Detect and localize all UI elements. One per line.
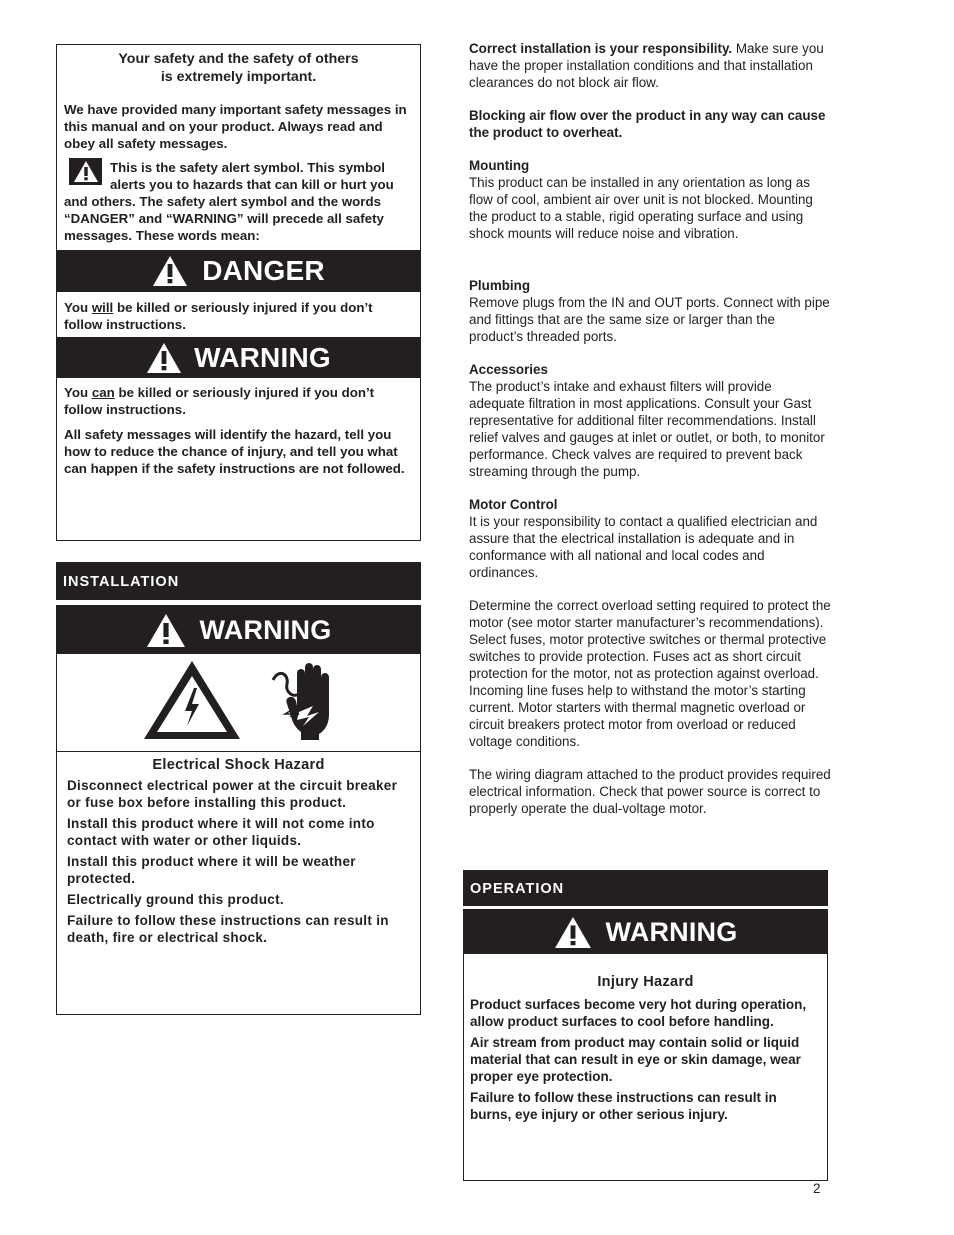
mounting-text: This product can be installed in any orientation as long as flow of cool, ambient air over unit is not blocked. Mounting the product to a stable, rigid operating surface and using shock mounts will reduce noise and vibration. (469, 175, 813, 241)
left-column (56, 44, 421, 1015)
operation-warning-list (464, 996, 827, 1123)
installation-warning-item: Install this product where it will not come into contact with water or other liquids. (67, 816, 375, 848)
operation-section (463, 870, 828, 1181)
intro-paragraph (469, 40, 831, 91)
plumbing-text: Remove plugs from the IN and OUT ports. Connect with pipe and fittings that are the same size or larger than the product’s threaded ports. (469, 295, 830, 344)
warning-word: WARNING (194, 341, 331, 373)
intro-bold: Correct installation is your responsibility. (469, 41, 733, 56)
page-number: 2 (813, 1181, 821, 1196)
danger-post: be killed or seriously injured if you don’t follow instructions. (64, 300, 373, 332)
safety-heading-line1: Your safety and the safety of others (118, 51, 359, 67)
operation-item1-line1: Product surfaces become very hot during operation, (470, 997, 807, 1012)
safety-heading-line2: is extremely important. (160, 69, 317, 85)
accessories-heading: Accessories (469, 362, 548, 377)
operation-item1-line2: allow product surfaces to cool before handling. (470, 1014, 774, 1029)
installation-warning-item: Disconnect electrical power at the circuit breaker or fuse box before installing this product. (67, 778, 398, 810)
operation-warning-band (464, 910, 827, 954)
warning-pre: You (64, 385, 92, 400)
safety-heading (57, 45, 420, 86)
plumbing-heading: Plumbing (469, 278, 530, 293)
safety-alert-symbol-icon (69, 158, 102, 185)
installation-warning-item: Electrically ground this product. (67, 892, 284, 907)
shocked-hand-icon (269, 660, 341, 742)
warning-alert-icon (146, 342, 182, 374)
motor-control-text-3: The wiring diagram attached to the product provides required electrical information. Check that power source is correct to properly operate the dual-voltage motor. (469, 767, 831, 816)
danger-word: DANGER (202, 255, 325, 286)
injury-hazard-title: Injury Hazard (597, 974, 694, 990)
danger-em: will (91, 300, 114, 315)
danger-description (57, 299, 420, 333)
accessories-text: The product’s intake and exhaust filters will provide adequate filtration in most applications. Consult your Gast representative for additional filter recommendations. Install relief valves and gauges at inlet or outlet, or both, to monitor performance. Check valves are required to prevent back streaming through the pump. (469, 379, 825, 479)
electrical-shock-hazard-title: Electrical Shock Hazard (152, 757, 325, 773)
safety-symbol-paragraph (57, 159, 420, 244)
installation-warning-band (57, 606, 420, 654)
danger-alert-icon (152, 255, 188, 287)
safety-intro-paragraph: We have provided many important safety messages in this manual and on your product. Always read and obey all safety messages. (64, 102, 407, 151)
operation-warning-item: Air stream from product may contain solid or liquid material that can result in eye or skin damage, wear proper eye protection. (470, 1035, 801, 1084)
safety-symbol-text: This is the safety alert symbol. This symbol alerts you to hazards that can kill or hurt you and others. The safety alert symbol and the words “DANGER” and “WARNING” will precede all safety messages. These words mean: (64, 160, 394, 243)
hazard-icons-row (57, 654, 420, 752)
installation-warning-box (56, 605, 421, 1015)
intro-rest: Make sure you have the proper installation conditions and that installation clearances do not block air flow. (469, 41, 824, 90)
installation-warning-list (57, 777, 420, 946)
warning-description (57, 384, 420, 418)
warning-post: be killed or seriously injured if you don’t follow instructions. (64, 385, 375, 417)
electrical-hazard-triangle-icon (141, 658, 243, 742)
danger-signal-band (57, 250, 420, 292)
installation-warning-alert-icon (146, 613, 186, 648)
motor-control-text-1: It is your responsibility to contact a qualified electrician and assure that the electrical installation is adequate and in conformance with all national and local codes and ordinances. (469, 514, 818, 580)
warning-em: can (91, 385, 115, 400)
operation-section-title: OPERATION (463, 870, 828, 906)
operation-warning-alert-icon (554, 916, 592, 949)
safety-messages-paragraph: All safety messages will identify the hazard, tell you how to reduce the chance of injury, and tell you what can happen if the safety instructions are not followed. (64, 427, 405, 476)
mounting-heading: Mounting (469, 158, 530, 173)
motor-control-heading: Motor Control (469, 497, 558, 512)
danger-pre: You (64, 300, 92, 315)
installation-section-title: INSTALLATION (56, 562, 421, 600)
operation-warning-word: WARNING (605, 916, 738, 947)
blocking-warning-text: Blocking air flow over the product in any way can cause the product to overheat. (469, 108, 826, 140)
installation-warning-item: Install this product where it will be weather protected. (67, 854, 356, 886)
warning-signal-band (57, 337, 420, 378)
operation-warning-item: Failure to follow these instructions can result in burns, eye injury or other serious injury. (470, 1090, 777, 1122)
right-column (469, 40, 831, 817)
installation-warning-item: Failure to follow these instructions can result in death, fire or electrical shock. (67, 913, 389, 945)
operation-warning-box (463, 909, 828, 1181)
operation-warning-item (470, 996, 821, 1030)
motor-control-text-2: Determine the correct overload setting required to protect the motor (see motor starter manufacturer’s recommendations). Select fuses, motor protective switches or thermal protective switches to provide protection. Fuses act as short circuit protection for the motor, not as protection against overload. Incoming line fuses help to withstand the motor’s starting current. Motor starters with thermal magnetic overload or circuit breakers protect motor from overload or reduced voltage conditions. (469, 598, 831, 749)
installation-warning-word: WARNING (199, 614, 332, 645)
safety-message-box (56, 44, 421, 541)
